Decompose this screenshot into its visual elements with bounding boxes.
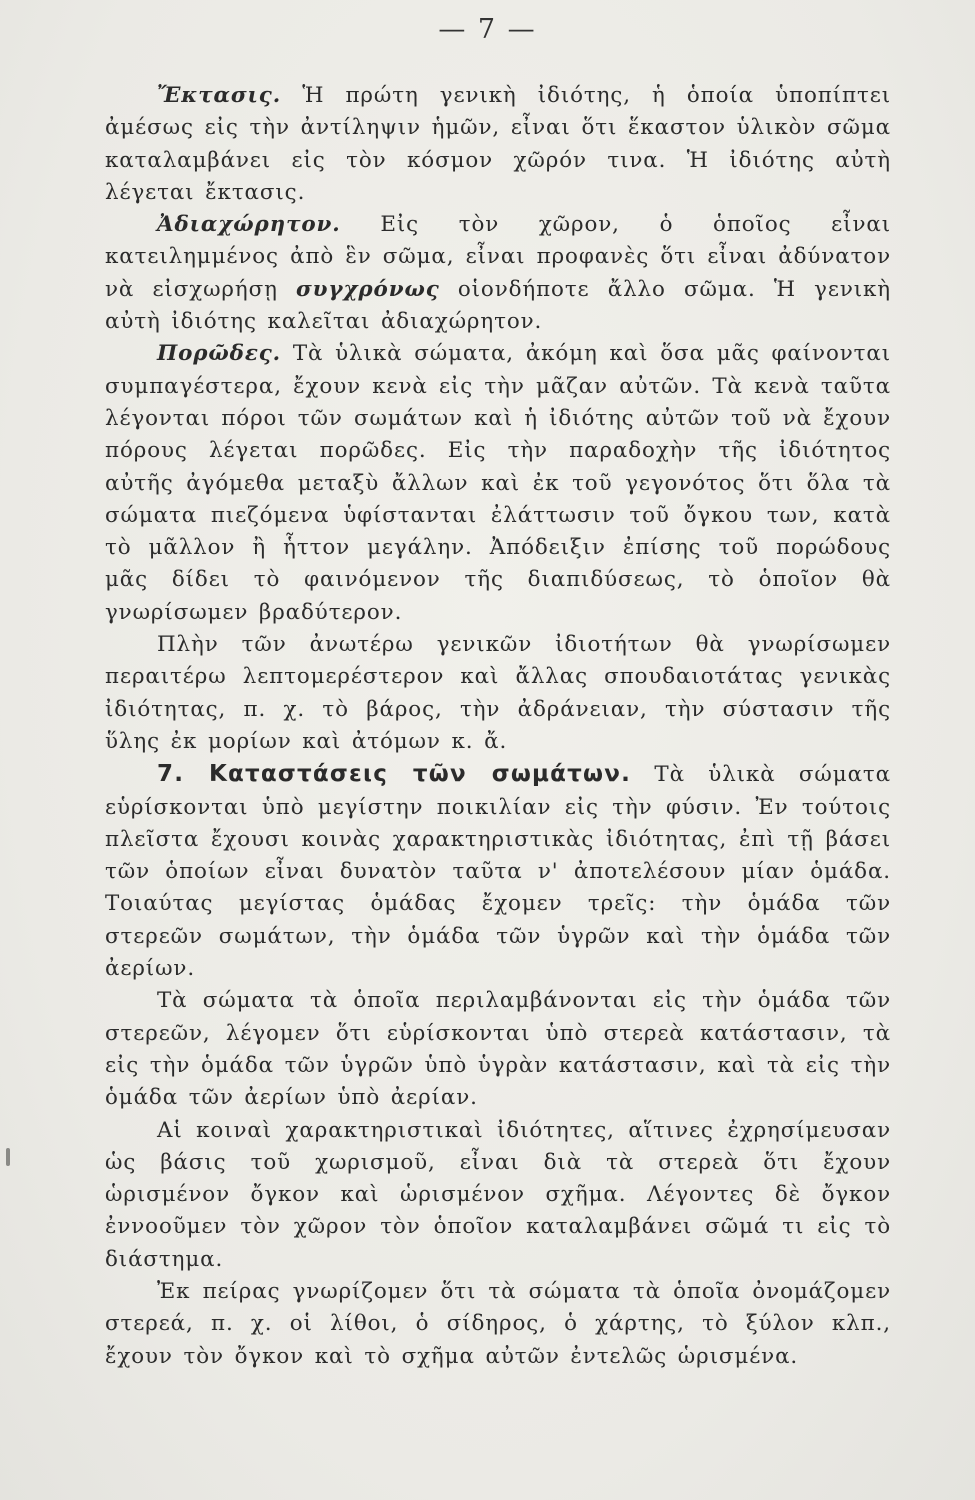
paragraph-text: οἱονδήποτε ἄλλο σῶμα. Ἡ γενικὴ αὐτὴ ἰδιότης καλεῖται ἀδιαχώρητον.: [105, 276, 891, 335]
paragraph-adiachoriton: [105, 209, 891, 338]
section-heading: 7. Καταστάσεις τῶν σωμάτων.: [157, 761, 632, 788]
term-ektasis: Ἔκτασις.: [157, 83, 282, 108]
paragraph-text: Τὰ ὑλικὰ σώματα, ἀκόμη καὶ ὅσα μᾶς φαίνονται συμπαγέστερα, ἔχουν κενὰ εἰς τὴν μᾶζαν αὐτῶν. Τὰ κενὰ ταῦτα λέγονται πόροι τῶν σωμάτων καὶ ἡ ἰδιότης αὐτῶν τοῦ νὰ ἔχουν πόρους λέγεται πορῶδες. Εἰς τὴν παραδοχὴν τῆς ἰδιότητος αὐτῆς ἀγόμεθα μεταξὺ ἄλλων καὶ ἐκ τοῦ γεγονότος ὅτι ὅλα τὰ σώματα πιεζόμενα ὑφίστανται ἐλάττωσιν τοῦ ὄγκου των, κατὰ τὸ μᾶλλον ἢ ἧττον μεγάλην. Ἀπόδειξιν ἐπίσης τοῦ πορώδους μᾶς δίδει τὸ φαινόμενον τῆς διαπιδύσεως, τὸ ὁποῖον θὰ γνωρίσωμεν βραδύτερον.: [105, 341, 891, 625]
paragraph-text: Εἰς τὸν χῶρον, ὁ ὁποῖος εἶναι κατειλημμένος ἀπὸ ἓν σῶμα, εἶναι προφανὲς ὅτι εἶναι ἀδύνατον νὰ εἰσχωρήσῃ: [105, 212, 891, 302]
paragraph-ektasis: [105, 80, 891, 209]
paragraph-somata: [105, 985, 891, 1114]
paragraph-text: Πλὴν τῶν ἀνωτέρω γενικῶν ἰδιοτήτων θὰ γνωρίσωμεν περαιτέρω λεπτομερέστερον καὶ ἄλλας σπουδαιοτάτας γενικὰς ἰδιότητας, π. χ. τὸ βάρος, τὴν ἀδράνειαν, τὴν σύστασιν τῆς ὕλης ἐκ μορίων καὶ ἀτόμων κ. ἄ.: [105, 632, 891, 754]
paragraph-katastaseis: [105, 758, 891, 985]
scan-edge-mark: [6, 1148, 10, 1166]
paragraph-plin: [105, 629, 891, 758]
paragraph-text: Ἡ πρώτη γενικὴ ἰδιότης, ἡ ὁποία ὑποπίπτει ἀμέσως εἰς τὴν ἀντίληψιν ἡμῶν, εἶναι ὅτι ἕκαστον ὑλικὸν σῶμα καταλαμβάνει εἰς τὸν κόσμον χῶρόν τινα. Ἡ ἰδιότης αὐτὴ λέγεται ἔκτασις.: [105, 83, 891, 205]
paragraph-text: Τὰ ὑλικὰ σώματα εὑρίσκονται ὑπὸ μεγίστην ποικιλίαν εἰς τὴν φύσιν. Ἐν τούτοις πλεῖστα ἔχουσι κοινὰς χαρακτηριστικὰς ἰδιότητας, ἐπὶ τῇ βάσει τῶν ὁποίων εἶναι δυνατὸν ταῦτα ν' ἀποτελέσουν μίαν ὁμάδα. Τοιαύτας μεγίστας ὁμάδας ἔχομεν τρεῖς: τὴν ὁμάδα τῶν στερεῶν σωμάτων, τὴν ὁμάδα τῶν ὑγρῶν καὶ τὴν ὁμάδα τῶν ἀερίων.: [105, 762, 891, 982]
page-number: — 7 —: [438, 14, 537, 45]
paragraph-porodes: [105, 338, 891, 629]
paragraph-text: Αἱ κοιναὶ χαρακτηριστικαὶ ἰδιότητες, αἵτινες ἐχρησίμευσαν ὡς βάσις τοῦ χωρισμοῦ, εἶναι διὰ τὰ στερεὰ ὅτι ἔχουν ὡρισμένον ὄγκον καὶ ὡρισμένον σχῆμα. Λέγοντες δὲ ὄγκον ἐννοοῦμεν τὸν χῶρον τὸν ὁποῖον καταλαμβάνει σῶμά τι εἰς τὸ διάστημα.: [105, 1117, 891, 1272]
paragraph-text: Ἐκ πείρας γνωρίζομεν ὅτι τὰ σώματα τὰ ὁποῖα ὀνομάζομεν στερεά, π. χ. οἱ λίθοι, ὁ σίδηρος, ὁ χάρτης, τὸ ξύλον κλπ., ἔχουν τὸν ὄγκον καὶ τὸ σχῆμα αὐτῶν ἐντελῶς ὡρισμένα.: [105, 1278, 891, 1369]
paragraph-text: Τὰ σώματα τὰ ὁποῖα περιλαμβάνονται εἰς τὴν ὁμάδα τῶν στερεῶν, λέγομεν ὅτι εὑρίσκονται ὑπὸ στερεὰ κατάστασιν, τὰ εἰς τὴν ὁμάδα τῶν ὑγρῶν ὑπὸ ὑγρὰν κατάστασιν, καὶ τὰ εἰς τὴν ὁμάδα τῶν ἀερίων ὑπὸ ἀερίαν.: [105, 988, 891, 1111]
term-porodes: Πορῶδες.: [157, 341, 282, 367]
paragraph-koinai: [105, 1115, 891, 1276]
term-synchronos: συγχρόνως: [296, 276, 440, 302]
paragraph-peiras: [105, 1276, 891, 1373]
term-adiachoriton: Ἀδιαχώρητον.: [157, 212, 341, 238]
body-text: [105, 80, 891, 1373]
